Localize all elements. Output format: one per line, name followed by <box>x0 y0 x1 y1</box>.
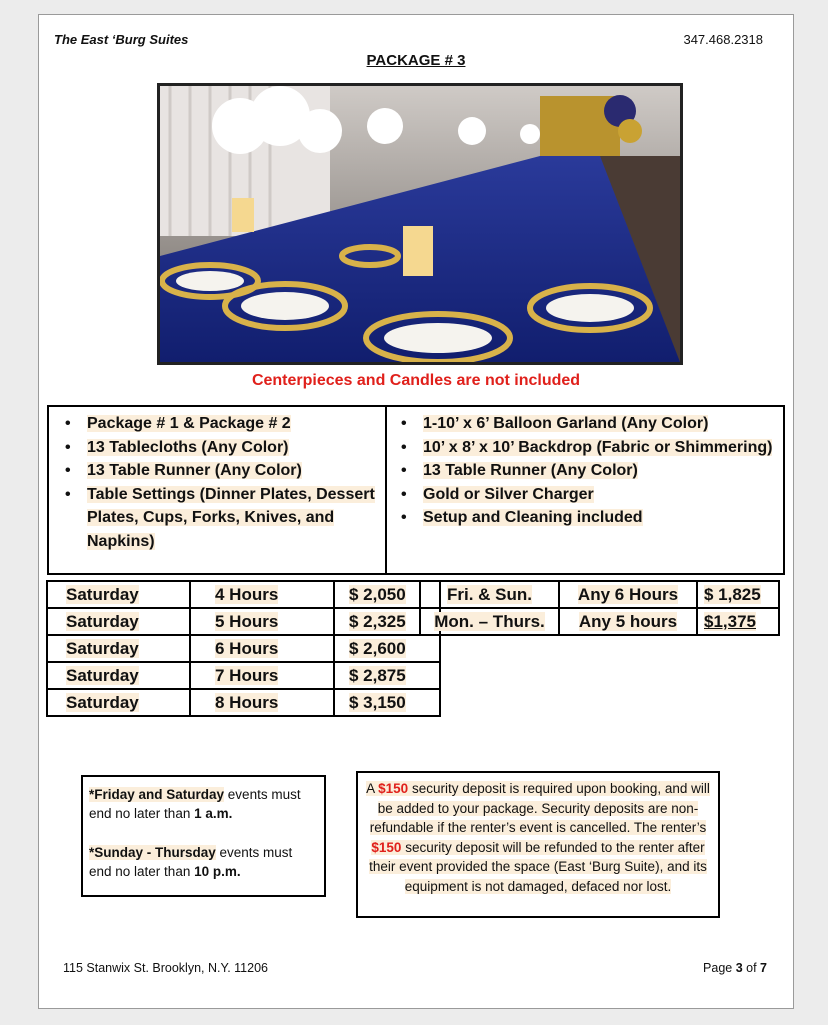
table-row <box>47 689 440 716</box>
feature-item: • Table Settings (Dinner Plates, Dessert Plates, Cups, Forks, Knives, and Napkins) <box>63 483 379 554</box>
feature-item: • 1-10’ x 6’ Balloon Garland (Any Color) <box>399 412 777 436</box>
day-cell: Saturday <box>47 581 190 608</box>
feature-item: • Gold or Silver Charger <box>399 483 777 507</box>
package-features <box>47 405 785 575</box>
features-left-column <box>49 407 387 573</box>
hours-cell: 4 Hours <box>190 581 334 608</box>
hours-cell: 8 Hours <box>190 689 334 716</box>
features-right-column <box>387 407 783 573</box>
company-name: The East ‘Burg Suites <box>54 32 189 47</box>
price-cell: $ 2,050 <box>334 581 440 608</box>
table-row <box>47 635 440 662</box>
day-cell: Saturday <box>47 689 190 716</box>
fri-sat-rule: *Friday and Saturday events must end no later than 1 a.m. <box>89 787 301 821</box>
hours-cell: 7 Hours <box>190 662 334 689</box>
exclusion-note: Centerpieces and Candles are not included <box>251 372 581 389</box>
page-number: Page 3 of 7 <box>703 961 767 975</box>
day-cell: Saturday <box>47 662 190 689</box>
day-cell: Fri. & Sun. <box>420 581 559 608</box>
feature-item: • Package # 1 & Package # 2 <box>63 412 379 436</box>
table-row <box>47 608 440 635</box>
feature-item: • Setup and Cleaning included <box>399 506 777 530</box>
feature-item: • 10’ x 8’ x 10’ Backdrop (Fabric or Shimmering) <box>399 436 777 460</box>
price-cell: $ 3,150 <box>334 689 440 716</box>
security-deposit-box: A $150 security deposit is required upon booking, and will be added to your package. Security deposits are non-refundable if the renter’s event is cancelled. The renter’s $150 security deposit will be refunded to the renter after their event provided the space (East ‘Burg Suite), and its equipment is not damaged, defaced nor lost. <box>356 771 720 918</box>
weekday-rates-table <box>419 580 780 636</box>
hours-cell: 6 Hours <box>190 635 334 662</box>
table-row <box>47 581 440 608</box>
hours-cell: Any 6 Hours <box>559 581 697 608</box>
feature-item: • 13 Tablecloths (Any Color) <box>63 436 379 460</box>
day-cell: Saturday <box>47 635 190 662</box>
document-page <box>38 14 794 1009</box>
feature-item: • 13 Table Runner (Any Color) <box>399 459 777 483</box>
day-cell: Saturday <box>47 608 190 635</box>
table-row <box>420 581 779 608</box>
day-cell: Mon. – Thurs. <box>420 608 559 635</box>
table-row <box>47 662 440 689</box>
price-cell: $ 2,875 <box>334 662 440 689</box>
event-end-times-box <box>81 775 326 897</box>
price-cell: $ 2,600 <box>334 635 440 662</box>
price-cell: $ 2,325 <box>334 608 440 635</box>
feature-item: • 13 Table Runner (Any Color) <box>63 459 379 483</box>
sun-thu-rule: *Sunday - Thursday events must end no later than 10 p.m. <box>89 845 293 879</box>
package-title: PACKAGE # 3 <box>366 52 466 69</box>
banquet-table-photo <box>157 83 683 365</box>
hours-cell: Any 5 hours <box>559 608 697 635</box>
table-row <box>420 608 779 635</box>
price-cell: $1,375 <box>697 608 779 635</box>
hours-cell: 5 Hours <box>190 608 334 635</box>
price-cell: $ 1,825 <box>697 581 779 608</box>
saturday-rates-table <box>46 580 441 717</box>
footer-address: 115 Stanwix St. Brooklyn, N.Y. 11206 <box>63 961 268 975</box>
phone-number: 347.468.2318 <box>683 32 763 47</box>
